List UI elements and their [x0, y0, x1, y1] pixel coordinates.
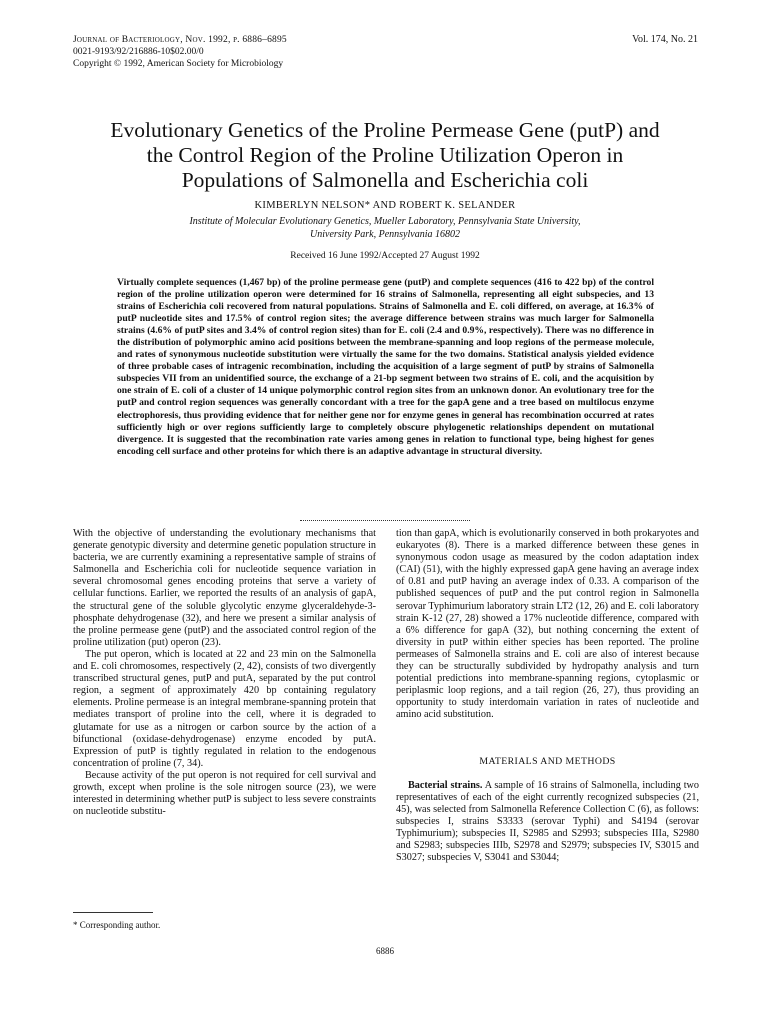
methods-paragraph-1	[396, 780, 699, 865]
affiliation-line-1: Institute of Molecular Evolutionary Genetics, Mueller Laboratory, Pennsylvania State University,	[189, 216, 581, 227]
right-column	[396, 528, 699, 864]
volume-label: Vol. 174, No. 21	[632, 34, 698, 45]
abstract: Virtually complete sequences (1,467 bp) of the proline permease gene (putP) and complete sequences (416 to 422 bp) of the control region of the proline utilization operon were determined for 16 strains of Salmonella, representing all eight subspecies, and 13 strains of Escherichia coli recovered from natural populations. Strains of Salmonella and E. coli differed, on average, at 16.3% of putP nucleotide sites and 17.5% of control region sites; the average difference between strains was much larger for Salmonella strains (4.6% of putP sites and 3.4% of control region sites) than for E. coli (2.4 and 0.9%, respectively). There was no difference in the distribution of polymorphic amino acid positions between the membrane-spanning and loop regions of the permease molecule, and rates of synonymous nucleotide substitution were virtually the same for the two domains. Statistical analysis yielded evidence of three probable cases of intragenic recombination, including the acquisition of a large segment of putP by strains of Salmonella subspecies VII from an unidentified source, the exchange of a 21-bp segment between two strains of E. coli, and the acquisition by one strain of E. coli of a cluster of 14 unique polymorphic control region sites from an unknown donor. An evolutionary tree for the putP and control region sequences was generally concordant with a tree for the gapA gene and a tree based on multilocus enzyme electrophoresis, thus providing evidence that for neither gene nor for enzyme genes in general has recombination occurred at rates sufficiently high or over regions sufficiently large to completely obscure phylogenetic relationships dependent on mutational divergence. It is suggested that the recombination rate varies among genes in relation to functional type, being highest for genes encoding cell surface and other proteins for which there is an adaptive advantage in structural diversity.	[117, 277, 654, 457]
intro-paragraph-1: With the objective of understanding the evolutionary mechanisms that generate genotypic diversity and determine genetic population structure in bacteria, we are currently examining a representative sample of strains of Salmonella and Escherichia coli for nucleotide sequence variation in several chromosomal genes encoding proteins that serve a variety of cellular functions. Earlier, we reported the results of an analysis of gapA, the structural gene of the soluble glycolytic enzyme glyceraldehyde-3-phosphate dehydrogenase (32), and here we present a similar analysis of the proline permease gene (putP) and the associated control region of the proline utilization (put) operon (23).	[73, 528, 376, 648]
left-column	[73, 528, 376, 818]
page-number: 6886	[376, 946, 394, 956]
title-line-1: Evolutionary Genetics of the Proline Permease Gene (putP) and	[110, 118, 660, 142]
article-code: 0021-9193/92/216886-10$02.00/0	[73, 47, 204, 57]
intro-paragraph-4: tion than gapA, which is evolutionarily conserved in both prokaryotes and eukaryotes (8). There is a marked difference between these genes in synonymous codon usage as measured by the codon adaptation index (CAI) (51), with the highly expressed gapA gene having an average index of 0.81 and putP having an average index of 0.33. A comparison of the published sequences of putP and the put control region in Salmonella serovar Typhimurium laboratory strain LT2 (12, 26) and E. coli laboratory strain K-12 (27, 28) showed a 17% nucleotide difference, compared with a 6% difference for gapA (32), but nothing concerning the extent of diversity in putP within either species has been reported. The proline permeases of Salmonella strains and E. coli are also of interest because they can be structurally subdivided by hydropathy analysis and turn potential predictions into membrane-spanning regions, cytoplasmic or periplasmic loop regions, and a tail region (26, 27), thus providing an opportunity to study interdomain variation in rates of nucleotide and amino acid substitution.	[396, 528, 699, 721]
intro-paragraph-2: The put operon, which is located at 22 and 23 min on the Salmonella and E. coli chromosomes, respectively (2, 42), consists of two divergently transcribed structural genes, putP and putA, separated by the put control region, a segment of approximately 420 bp containing regulatory elements. Proline permease is an integral membrane-spanning protein that mediates transport of proline into the cell, where it is degraded to glutamate for use as a nitrogen or carbon source by the action of a bifunctional (oxidase-dehydrogenase) enzyme encoded by putA. Expression of putP is tightly regulated in relation to the endogenous concentration of proline (7, 34).	[73, 648, 376, 769]
section-heading: MATERIALS AND METHODS	[479, 755, 616, 767]
author-list: KIMBERLYN NELSON* AND ROBERT K. SELANDER	[254, 200, 516, 211]
methods-text: A sample of 16 strains of Salmonella, including two representatives of each of the eight currently recognized subspecies (21, 45), was selected from Salmonella Reference Collection C (6), as follows: subspecies I, strains S3333 (serovar Typhi) and S4194 (serovar Typhimurium); subspecies II, S2985 and S2993; subspecies IIIa, S2980 and S2983; subspecies IIIb, S2978 and S2979; subspecies IV, S3015 and S3027; subspecies V, S3041 and S3044;	[396, 779, 699, 864]
footnote: * Corresponding author.	[73, 920, 161, 930]
affiliation	[110, 216, 660, 241]
intro-paragraph-3: Because activity of the put operon is not required for cell survival and growth, except when proline is the sole nitrogen source (23), we were interested in determining whether putP is subject to less severe constraints on nucleotide substitu-	[73, 769, 376, 818]
section-divider	[300, 520, 470, 521]
journal-citation: Journal of Bacteriology, Nov. 1992, p. 6886–6895	[73, 35, 287, 45]
running-header	[73, 34, 287, 70]
received-dates: Received 16 June 1992/Accepted 27 August 1992	[290, 251, 480, 261]
paragraph-lead-in: Bacterial strains.	[408, 779, 483, 791]
title-line-2: the Control Region of the Proline Utilization Operon in	[146, 143, 624, 167]
copyright-notice: Copyright © 1992, American Society for Microbiology	[73, 59, 284, 69]
affiliation-line-2: University Park, Pennsylvania 16802	[310, 228, 460, 240]
title-line-3: Populations of Salmonella and Escherichia coli	[181, 168, 589, 192]
footnote-divider	[73, 912, 153, 913]
article-title	[60, 118, 710, 193]
